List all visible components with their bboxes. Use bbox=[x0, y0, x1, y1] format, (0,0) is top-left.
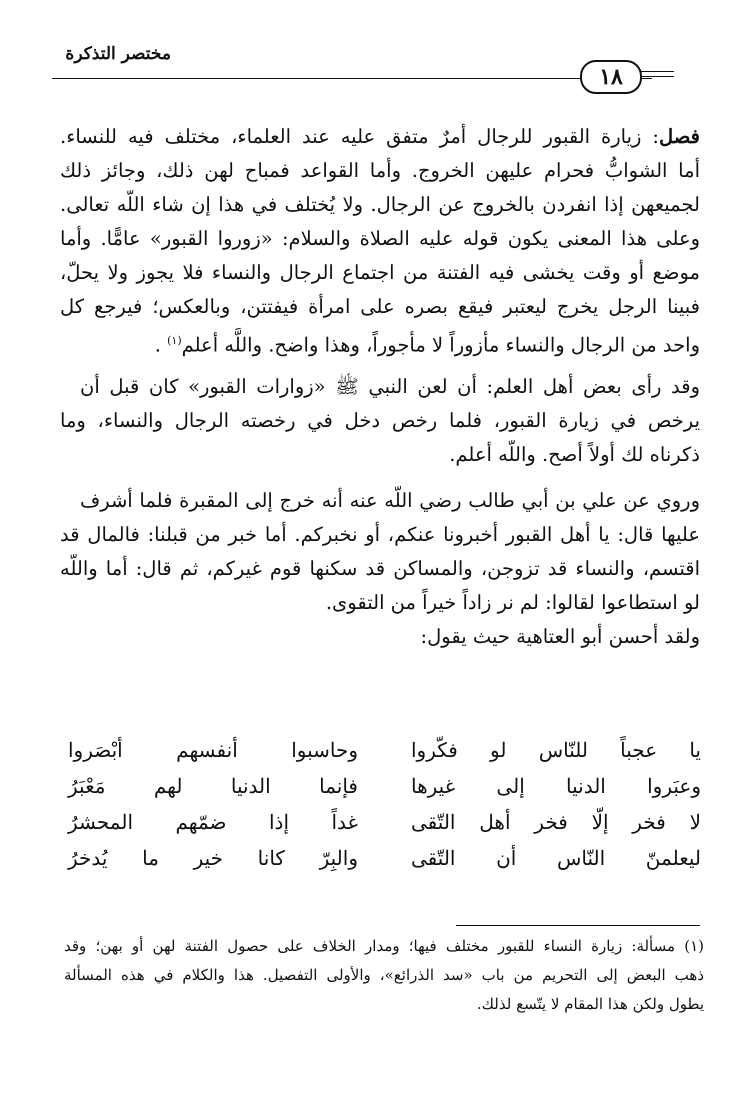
text-line bbox=[60, 326, 700, 361]
text-line bbox=[60, 588, 700, 618]
text-line bbox=[80, 486, 700, 516]
poem-verse bbox=[68, 770, 701, 802]
text-line bbox=[60, 406, 700, 436]
poem-verse bbox=[68, 734, 701, 766]
text-line bbox=[60, 122, 700, 152]
poem-verse bbox=[68, 842, 701, 874]
header-double-rule-bottom bbox=[640, 76, 674, 77]
poem-verse bbox=[68, 806, 701, 838]
text-line bbox=[60, 190, 700, 220]
footnote-marker: (١) bbox=[167, 334, 182, 347]
text-line bbox=[80, 622, 700, 652]
text-line bbox=[60, 258, 700, 288]
page-number: ١٨ bbox=[580, 60, 642, 94]
verse-first-hemistich: ليعلمنّ النّاس أن التّقى bbox=[411, 846, 701, 870]
text-line bbox=[60, 554, 700, 584]
footnote-line: (١) مسألة: زيارة النساء للقبور مختلف فيها؛ ومدار الخلاف على حصول الفتنة لهن أو بهن؛ وقد bbox=[64, 937, 704, 955]
footnote-separator bbox=[456, 925, 700, 926]
verse-first-hemistich: وعبَروا الدنيا إلى غيرها bbox=[411, 774, 701, 798]
line-text: لجميعهن إذا انفردن بالخروج عن الرجال. ولا يُختلف في هذا إن شاء اللَّه تعالى. bbox=[60, 193, 700, 216]
text-line bbox=[80, 372, 700, 402]
line-text: أما الشوابُّ فحرام عليهن الخروج. وأما القواعد فمباح لهن ذلك، وجائز ذلك bbox=[60, 159, 700, 182]
line-text: عليها قال: يا أهل القبور أخبرونا عنكم، أو نخبركم. أما خبر من قبلنا: فالمال قد bbox=[60, 523, 700, 546]
section-label: فصل bbox=[659, 125, 700, 148]
text-line bbox=[60, 224, 700, 254]
verse-second-hemistich: والبِرّ كانا خير ما يُدخرُ bbox=[68, 846, 358, 870]
text-line bbox=[60, 292, 700, 322]
line-text: موضع أو وقت يخشى فيه الفتنة من اجتماع الرجال والنساء فلا يجوز ولا يحلّ، bbox=[60, 261, 700, 284]
text-line bbox=[60, 520, 700, 550]
text-line bbox=[60, 156, 700, 186]
line-text: وعلى هذا المعنى يكون قوله عليه الصلاة والسلام: «زوروا القبور» عامًّا. وأما bbox=[60, 227, 700, 250]
line-text: وقد رأى بعض أهل العلم: أن لعن النبي ﷺ «زوارات القبور» كان قبل أن bbox=[80, 375, 700, 398]
footnote-line: ذهب البعض إلى التحريم من باب «سد الذرائع»، والأولى التفصيل. هذا والكلام في هذه المسألة bbox=[64, 966, 704, 984]
line-text: وروي عن علي بن أبي طالب رضي اللَّه عنه أنه خرج إلى المقبرة فلما أشرف bbox=[80, 489, 700, 512]
verse-second-hemistich: وحاسبوا أنفسهم أبْصَروا bbox=[68, 738, 358, 762]
header-rule bbox=[52, 78, 652, 79]
verse-second-hemistich: فإنما الدنيا لهم مَعْبَرُ bbox=[68, 774, 358, 798]
line-text: ولقد أحسن أبو العتاهية حيث يقول: bbox=[420, 625, 700, 648]
header-double-rule-top bbox=[640, 71, 674, 72]
text-line bbox=[60, 440, 700, 470]
line-text: : زيارة القبور للرجال أمرٌ متفق عليه عند العلماء، مختلف فيه للنساء. bbox=[60, 125, 659, 148]
line-text: لو استطاعوا لقالوا: لم نر زاداً خيراً من التقوى. bbox=[325, 591, 700, 614]
verse-second-hemistich: غداً إذا ضمّهم المحشرُ bbox=[68, 810, 358, 834]
line-tail: . bbox=[154, 333, 168, 357]
line-text: فبينا الرجل يخرج ليعتبر فيقع بصره على امرأة فيفتتن، وبالعكس؛ فيرجع كل bbox=[60, 295, 700, 318]
line-text: يرخص في زيارة القبور، فلما رخص دخل في رخصته الرجال والنساء، وما bbox=[60, 409, 700, 432]
line-text: اقتسم، والنساء قد تزوجن، والمساكن قد سكنها قوم غيركم، ثم قال: أما واللَّه bbox=[60, 557, 700, 580]
line-text: واحد من الرجال والنساء مأزوراً لا مأجوراً، وهذا واضح. واللَّه أعلم bbox=[181, 333, 700, 357]
verse-first-hemistich: لا فخر إلّا فخر أهل التّقى bbox=[411, 810, 701, 834]
verse-first-hemistich: يا عجباً للنّاس لو فكّروا bbox=[411, 738, 701, 762]
running-header-title: مختصر التذكرة bbox=[65, 44, 171, 64]
line-text: ذكرناه لك أولاً أصح. واللَّه أعلم. bbox=[449, 443, 700, 466]
footnote-line: يطول ولكن هذا المقام لا يتّسع لذلك. bbox=[476, 995, 704, 1013]
